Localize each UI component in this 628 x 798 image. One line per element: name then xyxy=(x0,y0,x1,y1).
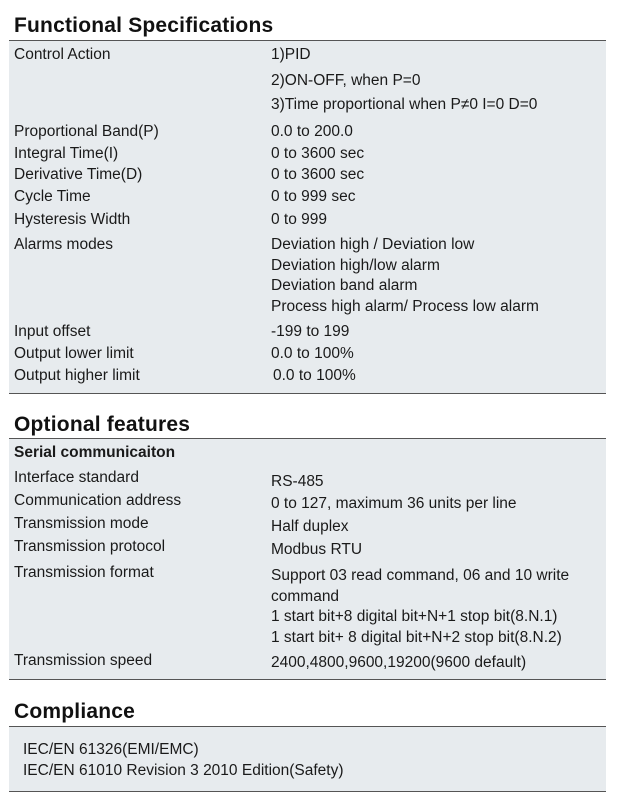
spec-value-line: 0 to 3600 sec xyxy=(271,145,365,162)
spec-value-line: -199 to 199 xyxy=(271,323,350,340)
spec-value xyxy=(271,344,354,365)
spec-label: Cycle Time xyxy=(14,188,91,205)
option-value-line: 1 start bit+ 8 digital bit+N+2 stop bit(8.N.2) xyxy=(271,628,562,646)
option-value xyxy=(271,540,362,561)
spec-value-line: 3)Time proportional when P≠0 I=0 D=0 xyxy=(271,96,538,113)
option-value-line: 2400,4800,9600,19200(9600 default) xyxy=(271,654,527,671)
spec-value xyxy=(271,165,364,186)
spec-value-line: Deviation high / Deviation low xyxy=(271,236,475,253)
compliance-line: IEC/EN 61326(EMI/EMC) xyxy=(23,741,199,758)
spec-value-line: 2)ON-OFF, when P=0 xyxy=(271,72,421,89)
option-label: Transmission mode xyxy=(14,515,149,532)
spec-value-line: 0 to 999 sec xyxy=(271,188,356,205)
spec-label: Derivative Time(D) xyxy=(14,166,143,183)
spec-value-line: 0.0 to 100% xyxy=(273,367,356,384)
option-label: Transmission format xyxy=(14,564,154,581)
option-label: Interface standard xyxy=(14,469,139,486)
spec-value xyxy=(271,144,364,165)
spec-label: Hysteresis Width xyxy=(14,211,131,228)
option-value-line: 1 start bit+8 digital bit+N+1 stop bit(8.N.1) xyxy=(271,608,558,625)
compliance-title: Compliance xyxy=(14,700,136,723)
functional-specifications-title: Functional Specifications xyxy=(14,14,274,37)
option-value-line: Support 03 read command, 06 and 10 write xyxy=(271,567,570,584)
spec-value xyxy=(271,235,539,317)
spec-value-line: Process high alarm/ Process low alarm xyxy=(271,297,539,315)
serial-communication-heading: Serial communicaiton xyxy=(14,444,176,461)
spec-label: Output lower limit xyxy=(14,345,134,362)
option-value xyxy=(271,566,569,648)
compliance-line: IEC/EN 61010 Revision 3 2010 Edition(Safety) xyxy=(23,762,344,779)
option-label: Communication address xyxy=(14,492,182,509)
option-value xyxy=(271,517,349,538)
spec-label: Input offset xyxy=(14,323,91,340)
spec-value-line: 0.0 to 100% xyxy=(271,345,354,362)
spec-value xyxy=(271,45,537,117)
spec-value-line: 0 to 999 xyxy=(271,211,328,228)
spec-label: Output higher limit xyxy=(14,367,140,384)
spec-value xyxy=(271,122,353,143)
option-value-line: Half duplex xyxy=(271,518,349,535)
spec-value xyxy=(271,187,355,208)
spec-label: Control Action xyxy=(14,46,111,63)
spec-value xyxy=(271,322,349,343)
spec-value-line: 0 to 3600 sec xyxy=(271,166,365,183)
option-value-line: Modbus RTU xyxy=(271,541,363,558)
spec-label: Integral Time(I) xyxy=(14,145,119,162)
spec-value-line: 0.0 to 200.0 xyxy=(271,123,353,140)
spec-label: Proportional Band(P) xyxy=(14,123,159,140)
option-value xyxy=(271,653,526,674)
compliance-panel xyxy=(9,726,606,792)
spec-value-line: Deviation high/low alarm xyxy=(271,256,440,274)
spec-value-line: Deviation band alarm xyxy=(271,277,418,294)
functional-specifications-panel xyxy=(9,40,606,394)
spec-value-line: 1)PID xyxy=(271,46,311,63)
spec-label: Alarms modes xyxy=(14,236,114,253)
option-value xyxy=(271,472,324,493)
spec-value xyxy=(273,366,356,387)
option-value-line: 0 to 127, maximum 36 units per line xyxy=(271,495,517,512)
optional-features-panel xyxy=(9,438,606,680)
option-value xyxy=(271,494,517,515)
option-value-line: command xyxy=(271,587,340,605)
option-value-line: RS-485 xyxy=(271,473,324,490)
option-label: Transmission speed xyxy=(14,652,153,669)
spec-value xyxy=(271,210,327,231)
option-label: Transmission protocol xyxy=(14,538,166,555)
optional-features-title: Optional features xyxy=(14,413,191,436)
